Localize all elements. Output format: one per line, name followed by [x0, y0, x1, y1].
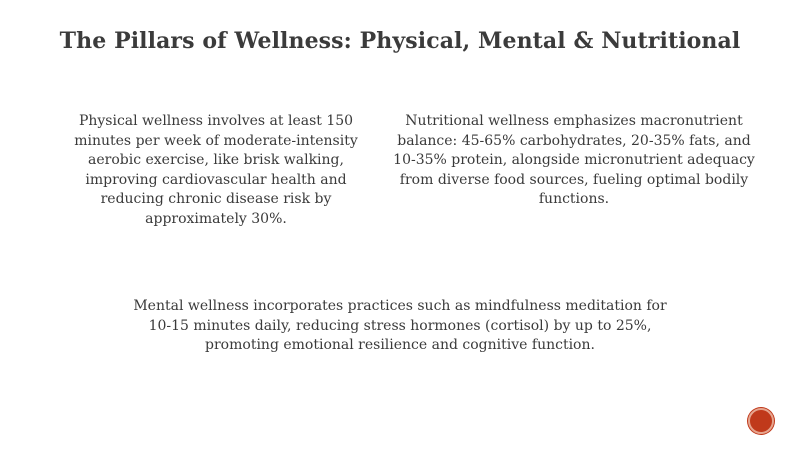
mental-wellness-text: Mental wellness incorporates practices such as mindfulness meditation for 10-15 minutes daily, reducing stress hormones (cortisol) by up to 25%, promoting emotional resilience and cognitive function.: [133, 298, 667, 353]
circle-nav-icon[interactable]: [748, 408, 774, 434]
slide-title: The Pillars of Wellness: Physical, Mental & Nutritional: [59, 28, 741, 54]
physical-wellness-text: Physical wellness involves at least 150 minutes per week of moderate-intensity aerobic exercise, like brisk walking, improving cardiovascular health and reducing chronic disease risk by approximately 30%.: [74, 113, 358, 227]
nutritional-wellness-text: Nutritional wellness emphasizes macronutrient balance: 45-65% carbohydrates, 20-35% fats, and 10-35% protein, alongside micronutrient adequacy from diverse food sources, fueling optimal bodily functions.: [393, 113, 755, 207]
